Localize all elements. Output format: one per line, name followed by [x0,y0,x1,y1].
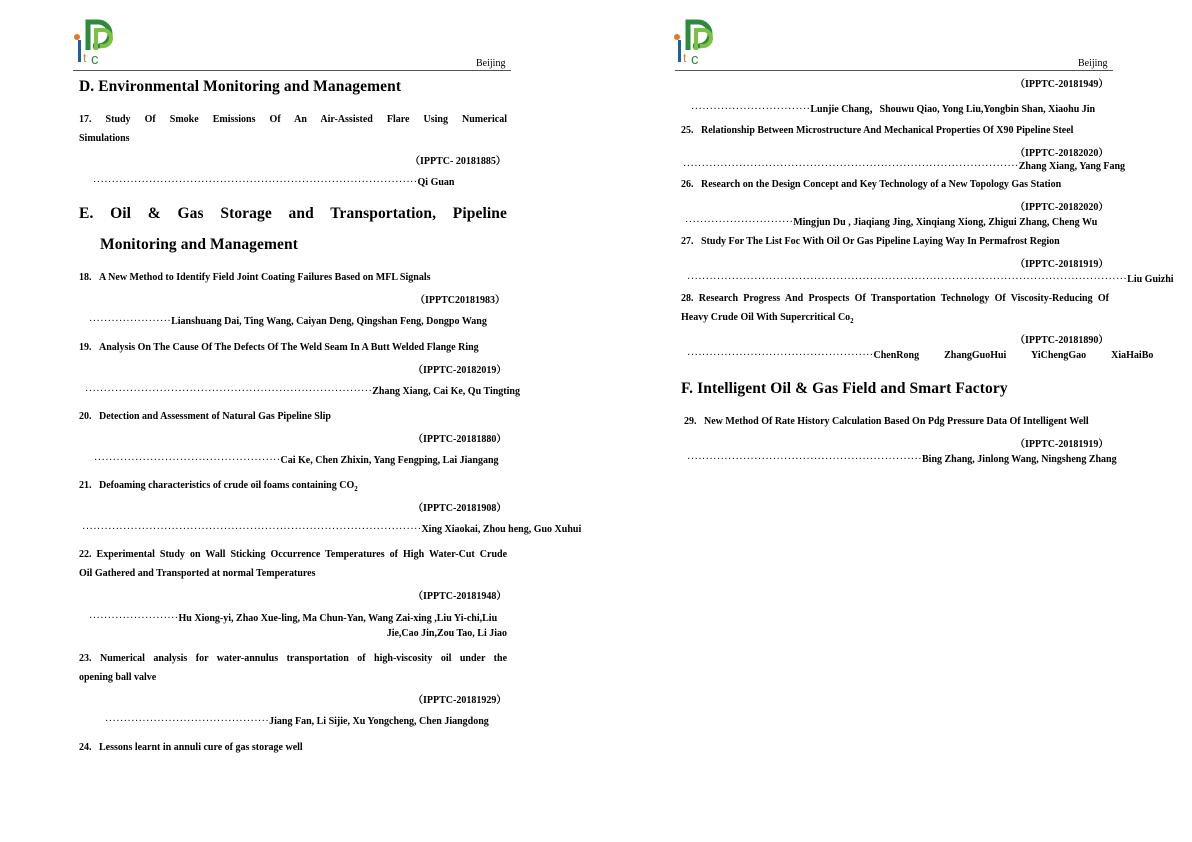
header-rule [73,70,511,71]
item-23-code: （IPPTC-20181929） [413,695,507,706]
item-20-code: （IPPTC-20181880） [413,434,507,445]
leader-dots: ············································································· [85,386,373,397]
item-19-code: （IPPTC-20182019） [413,365,507,376]
item-29-title-line [684,416,1089,427]
item-24-authors-line [691,100,1095,115]
item-20-authors: Cai Ke, Chen Zhixin, Yang Fengping, Lai Jiangang [280,455,499,466]
leader-dots: ··························································································· [82,524,422,535]
item-28-title-line1 [681,293,1109,304]
item-26-code: （IPPTC-20182020） [1015,202,1109,213]
item-23-number: 23. [79,653,92,664]
section-e-heading-line1: E. Oil & Gas Storage and Transportation, Pipeline [79,205,507,222]
item-25-authors-line [683,161,1125,172]
item-21-authors-line [82,524,581,535]
item-22-number: 22. [79,549,92,560]
item-23-authors: Jiang Fan, Li Sijie, Xu Yongcheng, Chen Jiangdong [269,716,489,727]
item-28-title-line2 [681,312,854,325]
item-26-title: Research on the Design Concept and Key Technology of a New Topology Gas Station [701,179,1062,190]
leader-dots: ·················································· [94,455,281,466]
leader-dots: ····························· [685,217,794,228]
item-21-title-line [79,480,358,493]
item-28-authors-line [687,350,1153,361]
item-17-title-line1 [79,114,507,125]
item-27-authors: Liu Guizhi [1127,274,1174,285]
item-28-title-text: Research Progress And Prospects Of Transportation Technology Of Viscosity-Reducing Of [698,293,1110,304]
item-23-title-line1 [79,653,507,664]
item-22-code: （IPPTC-20181948） [413,591,507,602]
item-29-code: （IPPTC-20181919） [1015,439,1109,450]
svg-text:c: c [91,51,99,66]
item-28-code: （IPPTC-20181890） [1015,335,1109,346]
item-24-authors: Lunjie Chang，Shouwu Qiao, Yong Liu,Yongbin Shan, Xiaohu Jin [810,104,1096,115]
item-19-title: Analysis On The Cause Of The Defects Of The Weld Seam In A Butt Welded Flange Ring [99,342,479,353]
right-page [596,0,1192,842]
item-21-authors: Xing Xiaokai, Zhou heng, Guo Xuhui [421,524,582,535]
item-22-title-line2: Oil Gathered and Transported at normal Temperatures [79,568,316,579]
item-27-authors-line [687,274,1174,285]
item-17-authors-line [93,177,455,188]
item-25-title: Relationship Between Microstructure And Mechanical Properties Of X90 Pipeline Steel [701,125,1074,136]
svg-text:t: t [83,51,87,65]
leader-dots: ······························································· [687,454,922,465]
item-23-title-line2: opening ball valve [79,672,157,683]
section-f-heading: F. Intelligent Oil & Gas Field and Smart Factory [681,380,1008,397]
item-21-number: 21. [79,480,92,491]
item-17-title-line2: Simulations [79,133,130,144]
item-17-code: （IPPTC- 20181885） [410,156,506,167]
item-20-authors-line [94,455,499,466]
leader-dots: ·························································································· [683,161,1019,172]
leader-dots: ······················································································· [93,177,418,188]
item-20-number: 20. [79,411,92,422]
leader-dots: ·················································· [687,350,874,361]
item-23-title-text: Numerical analysis for water-annulus transportation of high-viscosity oil under the [99,653,508,664]
item-17-title-text: Study Of Smoke Emissions Of An Air-Assisted Flare Using Numerical [105,114,507,125]
item-28-title-subscript: 2 [850,317,854,325]
item-23-authors-line [105,716,489,727]
item-21-title: Defoaming characteristics of crude oil foams containing CO [99,480,355,491]
item-29-authors: Bing Zhang, Jinlong Wang, Ningsheng Zhang [922,454,1117,465]
header-city: Beijing [476,58,506,69]
ipptc-logo [670,16,718,66]
header-rule [675,70,1113,71]
item-26-authors: Mingjun Du , Jiaqiang Jing, Xinqiang Xiong, Zhigui Zhang, Cheng Wu [793,217,1098,228]
item-28-authors: ChenRong ZhangGuoHui YiChengGao XiaHaiBo [873,350,1154,361]
item-24-title-line [79,742,303,753]
item-24-number: 24. [79,742,92,753]
item-20-title: Detection and Assessment of Natural Gas Pipeline Slip [99,411,331,422]
item-27-title-line [681,236,1060,247]
item-26-authors-line [685,217,1097,228]
item-18-title-line [79,272,431,283]
item-24-title: Lessons learnt in annuli cure of gas storage well [99,742,303,753]
section-e-heading-line2: Monitoring and Management [100,236,298,253]
leader-dots: ······················ [89,316,172,327]
item-25-number: 25. [681,125,694,136]
leader-dots: ············································ [105,716,270,727]
item-17-authors: Qi Guan [417,177,455,188]
item-22-title-text: Experimental Study on Wall Sticking Occurrence Temperatures of High Water-Cut Crude [96,549,508,560]
item-27-title: Study For The List Foc With Oil Or Gas Pipeline Laying Way In Permafrost Region [701,236,1060,247]
item-27-number: 27. [681,236,694,247]
leader-dots: ································ [691,104,811,115]
item-18-title: A New Method to Identify Field Joint Coating Failures Based on MFL Signals [99,272,431,283]
item-25-code: （IPPTC-20182020） [1015,148,1109,159]
item-24-code: （IPPTC-20181949） [1015,79,1109,90]
item-29-number: 29. [684,416,697,427]
item-27-code: （IPPTC-20181919） [1015,259,1109,270]
item-19-title-line [79,342,479,353]
item-22-authors-line1 [89,613,497,624]
leader-dots: ······················································································································ [687,274,1128,285]
item-28-number: 28. [681,293,694,304]
item-22-authors-1: Hu Xiong-yi, Zhao Xue-ling, Ma Chun-Yan, Wang Zai-xing ,Liu Yi-chi,Liu [178,613,498,624]
item-21-code: （IPPTC-20181908） [413,503,507,514]
item-18-authors-line [89,316,487,327]
item-29-title: New Method Of Rate History Calculation Based On Pdg Pressure Data Of Intelligent Well [704,416,1089,427]
svg-text:c: c [691,51,699,66]
item-29-authors-line [687,454,1117,465]
ipptc-logo [70,16,118,66]
item-21-title-subscript: 2 [354,485,358,493]
section-d-heading: D. Environmental Monitoring and Management [79,78,402,95]
item-26-number: 26. [681,179,694,190]
item-19-number: 19. [79,342,92,353]
item-19-authors-line [85,386,520,397]
item-22-title-line1 [79,549,507,560]
item-18-authors: Lianshuang Dai, Ting Wang, Caiyan Deng, Qingshan Feng, Dongpo Wang [171,316,487,327]
item-25-authors: Zhang Xiang, Yang Fang [1018,161,1126,172]
item-28-title-line2-text: Heavy Crude Oil With Supercritical Co [681,312,851,323]
leader-dots: ························ [89,613,179,624]
item-26-title-line [681,179,1061,190]
item-22-authors-line2: Jie,Cao Jin,Zou Tao, Li Jiao [386,628,507,639]
item-20-title-line [79,411,331,422]
svg-text:t: t [683,51,687,65]
item-18-number: 18. [79,272,92,283]
item-18-code: （IPPTC20181983） [415,295,505,306]
item-17-number: 17. [79,114,92,125]
item-19-authors: Zhang Xiang, Cai Ke, Qu Tingting [372,386,520,397]
header-city: Beijing [1078,58,1108,69]
item-25-title-line [681,125,1073,136]
